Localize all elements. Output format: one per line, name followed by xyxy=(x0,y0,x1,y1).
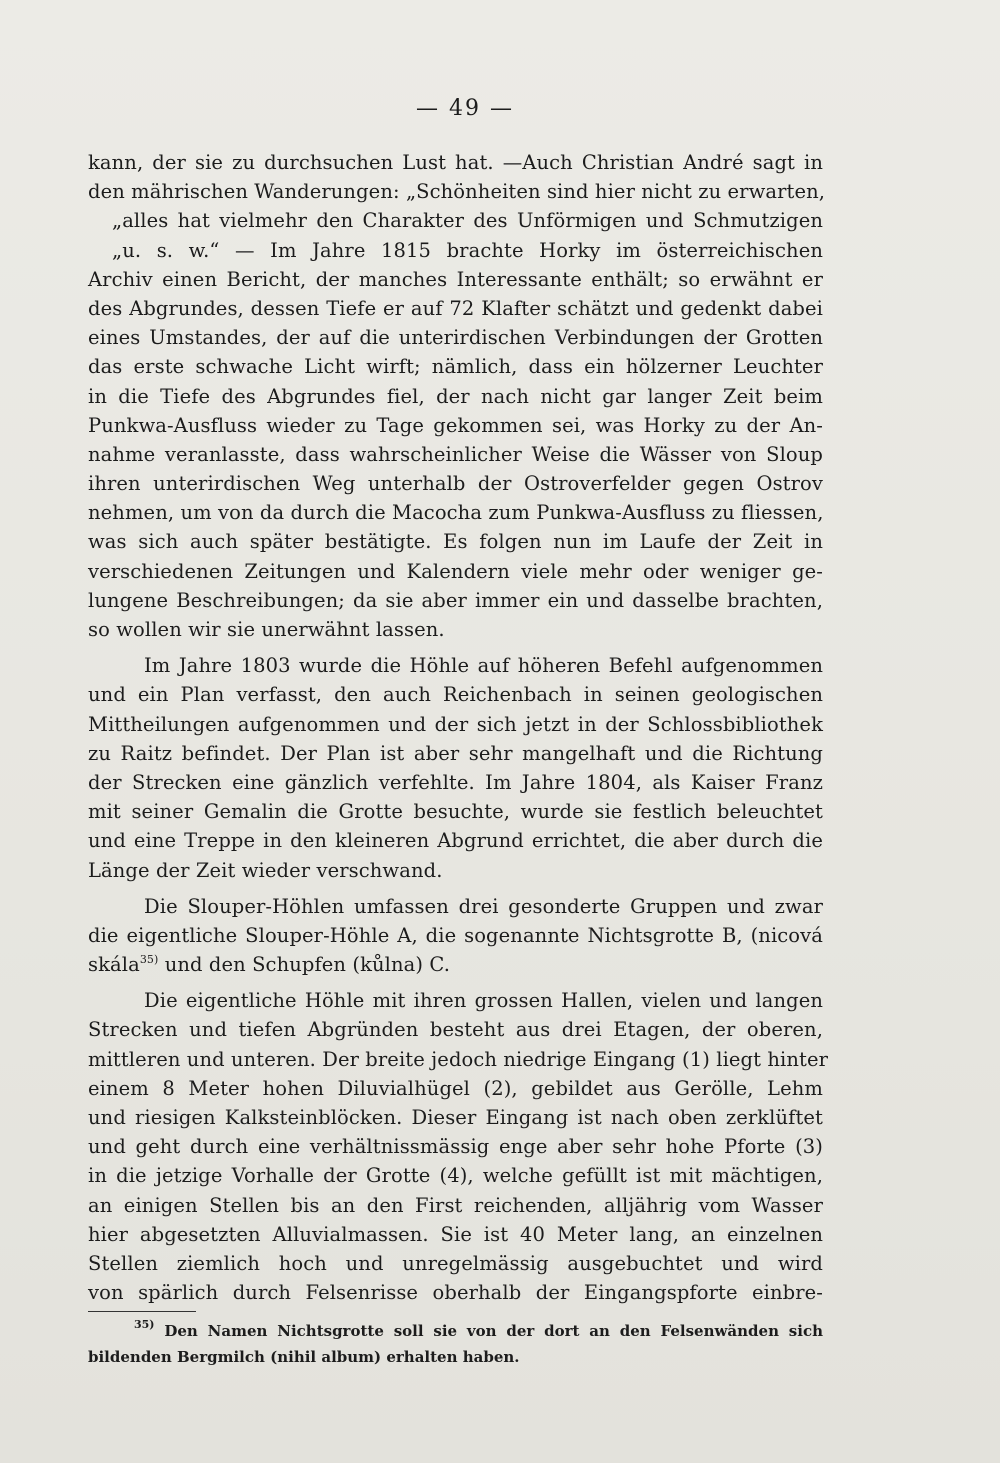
footnote-divider xyxy=(88,1311,196,1312)
footnote-line: bildenden Bergmilch (nihil album) erhalten haben. xyxy=(88,1348,520,1366)
text-line: eines Umstandes, der auf die unterirdischen Verbindungen der Grotten xyxy=(88,326,823,350)
footnote-text: Den Namen Nichtsgrotte soll sie von der dort an den Felsenwänden sich xyxy=(164,1322,823,1340)
text-line: den mährischen Wanderungen: „Schönheiten sind hier nicht zu erwarten, xyxy=(88,180,826,204)
text-line: Archiv einen Bericht, der manches Interessante enthält; so erwähnt er xyxy=(88,267,823,291)
text-line: die eigentliche Slouper-Höhle A, die sogenannte Nichtsgrotte B, (nicová xyxy=(88,923,823,947)
text-line: zu Raitz befindet. Der Plan ist aber sehr mangelhaft und die Richtung xyxy=(88,741,823,765)
text-line: Die eigentliche Höhle mit ihren grossen Hallen, vielen und langen xyxy=(144,989,823,1013)
text-line-with-footnote xyxy=(88,950,823,979)
footnote-line xyxy=(88,1318,823,1344)
text-line: nehmen, um von da durch die Macocha zum Punkwa-Ausfluss zu fliessen, xyxy=(88,501,824,525)
text-line: und ein Plan verfasst, den auch Reichenbach in seinen geologischen xyxy=(88,683,823,707)
footnote-reference: 35) xyxy=(139,953,159,967)
text-line: „alles hat vielmehr den Charakter des Unförmigen und Schmutzigen xyxy=(112,209,823,233)
page-number: — 49 — xyxy=(416,96,514,121)
text-line: der Strecken eine gänzlich verfehlte. Im Jahre 1804, als Kaiser Franz xyxy=(88,770,823,794)
text-line: nahme veranlasste, dass wahrscheinlicher Weise die Wässer von Sloup xyxy=(88,442,823,466)
paragraph-4 xyxy=(88,986,829,1307)
text-line: was sich auch später bestätigte. Es folgen nun im Laufe der Zeit in xyxy=(88,530,823,554)
text-line: von spärlich durch Felsenrisse oberhalb der Eingangspforte einbre- xyxy=(88,1281,823,1305)
text-line: mit seiner Gemalin die Grotte besuchte, wurde sie festlich beleuchtet xyxy=(88,800,823,824)
paragraph-2 xyxy=(88,651,823,885)
body-text xyxy=(88,148,829,1307)
footnote-marker: 35) xyxy=(134,1318,155,1331)
text-line: Mittheilungen aufgenommen und der sich jetzt in der Schlossbibliothek xyxy=(88,712,823,736)
text-line: das erste schwache Licht wirft; nämlich, dass ein hölzerner Leuchter xyxy=(88,355,823,379)
text-line: und eine Treppe in den kleineren Abgrund errichtet, die aber durch die xyxy=(88,829,823,853)
text-line: in die jetzige Vorhalle der Grotte (4), welche gefüllt ist mit mächtigen, xyxy=(88,1164,823,1188)
text-line: ihren unterirdischen Weg unterhalb der Ostroverfelder gegen Ostrov xyxy=(88,472,823,496)
footnote xyxy=(88,1318,823,1370)
text-line: kann, der sie zu durchsuchen Lust hat. —Auch Christian André sagt in xyxy=(88,151,823,174)
text-line: und riesigen Kalksteinblöcken. Dieser Eingang ist nach oben zerklüftet xyxy=(88,1106,823,1129)
text-line: so wollen wir sie unerwähnt lassen. xyxy=(88,618,445,641)
text-line: einem 8 Meter hohen Diluvialhügel (2), gebildet aus Gerölle, Lehm xyxy=(88,1076,823,1100)
text-line: und geht durch eine verhältnissmässig enge aber sehr hohe Pforte (3) xyxy=(88,1135,823,1159)
text-line: Länge der Zeit wieder verschwand. xyxy=(88,858,443,882)
paragraph-1 xyxy=(88,148,826,644)
text-fragment: und den Schupfen (kůlna) C. xyxy=(164,953,451,977)
text-line: in die Tiefe des Abgrundes fiel, der nach nicht gar langer Zeit beim xyxy=(88,384,823,408)
text-line: lungene Beschreibungen; da sie aber immer ein und dasselbe brachten, xyxy=(88,588,823,612)
text-line: hier abgesetzten Alluvialmassen. Sie ist 40 Meter lang, an einzelnen xyxy=(88,1222,823,1246)
text-line: verschiedenen Zeitungen und Kalendern viele mehr oder weniger ge- xyxy=(88,559,823,583)
text-line: Strecken und tiefen Abgründen besteht aus drei Etagen, der oberen, xyxy=(88,1018,823,1042)
text-fragment: skála xyxy=(88,953,140,977)
text-line: Punkwa-Ausfluss wieder zu Tage gekommen sei, was Horky zu der An- xyxy=(88,413,823,437)
text-line: „u. s. w.“ — Im Jahre 1815 brachte Horky im österreichischen xyxy=(112,238,823,262)
text-line: mittleren und unteren. Der breite jedoch niedrige Eingang (1) liegt hinter xyxy=(88,1047,829,1071)
paragraph-3 xyxy=(88,892,823,980)
text-line: Stellen ziemlich hoch und unregelmässig ausgebuchtet und wird xyxy=(88,1251,823,1275)
text-line: Im Jahre 1803 wurde die Höhle auf höheren Befehl aufgenommen xyxy=(144,654,823,678)
text-line: Die Slouper-Höhlen umfassen drei gesonderte Gruppen und zwar xyxy=(144,894,823,918)
text-line: an einigen Stellen bis an den First reichenden, alljährig vom Wasser xyxy=(88,1193,823,1217)
text-line: des Abgrundes, dessen Tiefe er auf 72 Klafter schätzt und gedenkt dabei xyxy=(88,296,823,320)
